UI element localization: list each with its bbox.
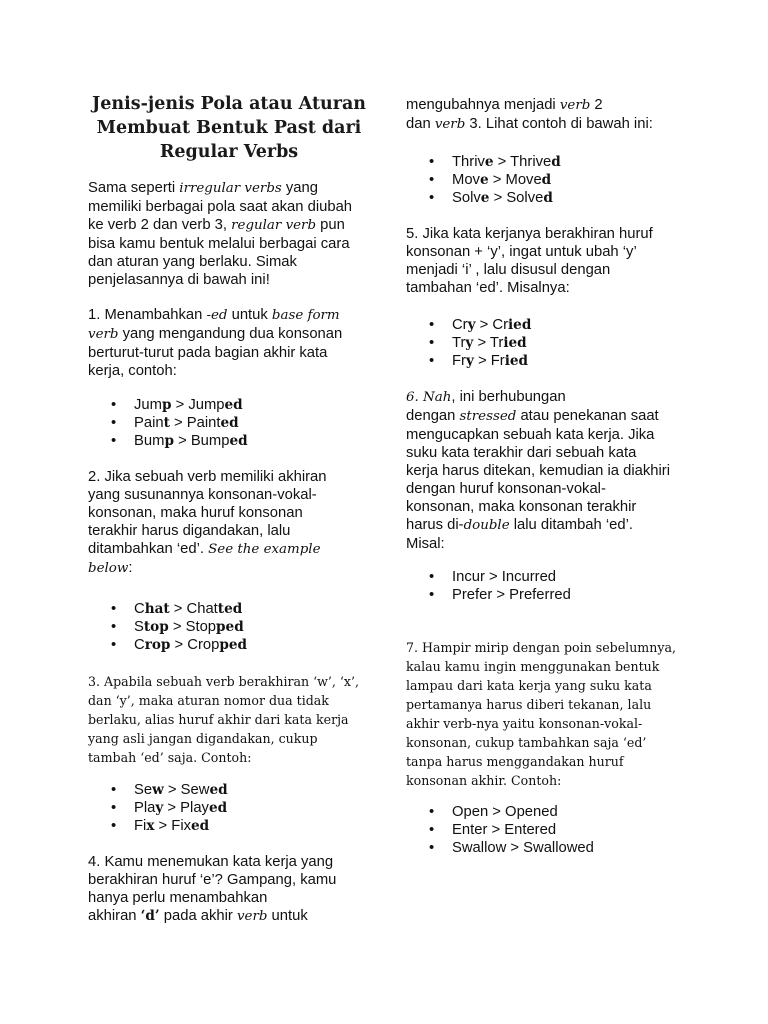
bullet-icon: •: [429, 569, 435, 585]
text-run: below: [88, 561, 129, 576]
text-run: irregular verbs: [179, 181, 282, 196]
rule-5-examples: [406, 316, 696, 370]
text-run: ted: [217, 601, 243, 617]
text-run: 2: [590, 97, 603, 113]
text-run: yang: [281, 180, 318, 196]
bullet-icon: •: [111, 601, 117, 617]
text-run: dengan: [406, 408, 460, 424]
text-run: stressed: [459, 409, 517, 424]
text-run: mengubahnya menjadi: [406, 97, 560, 113]
rule-2-paragraph: [88, 468, 370, 578]
text-run: pertamanya harus diberi tekanan, lalu: [406, 697, 652, 712]
text-run: C: [134, 637, 145, 653]
text-run: tambah ‘ed’ saja. Contoh:: [88, 750, 252, 765]
bullet-icon: •: [429, 154, 435, 170]
bullet-icon: •: [429, 172, 435, 188]
text-run: > Thrive: [493, 154, 552, 170]
text-run: mengucapkan sebuah kata kerja. Jika: [406, 427, 655, 443]
text-run: Se: [134, 782, 153, 798]
text-run: tanpa harus menggandakan huruf: [406, 754, 624, 769]
text-run: verb: [434, 117, 466, 132]
text-run: verb: [236, 909, 268, 924]
text-run: p: [164, 433, 174, 449]
text-run: dan aturan yang berlaku. Simak: [88, 254, 297, 270]
text-run: , ini berhubungan: [451, 389, 566, 405]
text-run: > Fr: [473, 353, 505, 369]
text-run: verb: [88, 327, 119, 342]
document-title: [88, 92, 370, 164]
text-run: Swallow > Swallowed: [452, 840, 594, 856]
list-item: [406, 586, 696, 604]
text-run: 3. Lihat contoh di bawah ini:: [465, 116, 653, 132]
rule-5-paragraph: [406, 225, 696, 297]
text-run: y: [465, 353, 474, 369]
rule-3-examples: [88, 781, 370, 835]
text-run: e: [484, 154, 494, 170]
text-run: > Tr: [473, 335, 504, 351]
text-run: Cr: [452, 317, 468, 333]
text-run: untuk: [267, 908, 308, 924]
text-run: Sama seperti: [88, 180, 180, 196]
text-run: -ed: [206, 308, 228, 323]
list-item: [88, 618, 370, 636]
list-item: [88, 432, 370, 450]
text-run: > Chat: [169, 601, 218, 617]
list-item: [88, 600, 370, 618]
text-run: C: [134, 601, 145, 617]
text-run: 4. Kamu menemukan kata kerja yang: [88, 854, 334, 870]
text-run: 5. Jika kata kerjanya berakhiran huruf: [406, 226, 653, 242]
text-run: y: [467, 317, 476, 333]
text-run: Mov: [452, 172, 480, 188]
list-item: [88, 799, 370, 817]
text-run: suku kata terakhir dari sebuah kata: [406, 445, 637, 461]
text-run: Pla: [134, 800, 156, 816]
rule-4-continued: [406, 96, 696, 134]
text-run: yang asli jangan digandakan, cukup: [88, 731, 318, 746]
list-item: [406, 189, 696, 207]
text-run: base form: [271, 308, 340, 323]
text-run: Prefer > Preferred: [452, 587, 571, 603]
text-run: untuk: [227, 307, 272, 323]
rule-6-paragraph: [406, 388, 696, 553]
text-run: > Cr: [475, 317, 509, 333]
text-run: > Solve: [489, 190, 544, 206]
text-run: konsonan + ‘y’, ingat untuk ubah ‘y’: [406, 244, 637, 260]
text-run: > Move: [488, 172, 542, 188]
text-run: ed: [209, 782, 228, 798]
title-line-3: Regular Verbs: [159, 142, 299, 162]
text-run: e: [479, 172, 489, 188]
text-run: Bum: [134, 433, 165, 449]
text-run: memiliki berbagai pola saat akan diubah: [88, 199, 353, 215]
text-run: ed: [224, 397, 243, 413]
text-run: ied: [508, 317, 532, 333]
bullet-icon: •: [429, 822, 435, 838]
text-run: y: [465, 335, 474, 351]
text-run: regular verb: [231, 218, 317, 233]
text-run: > Bump: [173, 433, 230, 449]
text-run: Enter > Entered: [452, 822, 557, 838]
text-run: ped: [216, 619, 244, 635]
rule-1-examples: [88, 396, 370, 450]
rule-2-examples: [88, 600, 370, 654]
text-run: t: [163, 415, 170, 431]
rule-3-paragraph: [88, 672, 370, 767]
list-item: [406, 839, 696, 857]
text-run: tambahan ‘ed’. Misalnya:: [406, 280, 570, 296]
list-item: [406, 568, 696, 586]
bullet-icon: •: [429, 587, 435, 603]
text-run: harus di-: [406, 517, 464, 533]
text-run: e: [480, 190, 490, 206]
intro-paragraph: [88, 179, 370, 289]
bullet-icon: •: [111, 782, 117, 798]
rule-6-examples: [406, 568, 696, 604]
text-run: Pain: [134, 415, 164, 431]
title-line-1: Jenis-jenis Pola atau Aturan: [91, 94, 367, 114]
text-run: berlaku, alias huruf akhir dari kata kerja: [88, 712, 349, 727]
list-item: [88, 396, 370, 414]
text-run: konsonan, maka konsonan terakhir: [406, 499, 637, 515]
text-run: verb: [559, 98, 591, 113]
text-run: 1. Menambahkan: [88, 307, 207, 323]
text-run: lalu ditambah ‘ed’.: [509, 517, 634, 533]
text-run: bisa kamu bentuk melalui berbagai cara: [88, 236, 350, 252]
text-run: > Fix: [154, 818, 192, 834]
text-run: w: [152, 782, 164, 798]
text-run: :: [128, 560, 133, 576]
rule-4-examples: [406, 153, 696, 207]
bullet-icon: •: [429, 190, 435, 206]
text-run: > Stop: [168, 619, 217, 635]
text-run: > Paint: [169, 415, 221, 431]
text-run: akhiran: [88, 908, 141, 924]
list-item: [406, 821, 696, 839]
text-run: > Sew: [163, 782, 210, 798]
text-run: d: [543, 190, 553, 206]
text-run: menjadi ‘i’ , lalu disusul dengan: [406, 262, 611, 278]
bullet-icon: •: [111, 637, 117, 653]
list-item: [88, 781, 370, 799]
rule-1-paragraph: [88, 306, 370, 380]
text-run: ed: [208, 800, 228, 816]
bullet-icon: •: [429, 335, 435, 351]
list-item: [406, 334, 696, 352]
text-run: 7. Hampir mirip dengan poin sebelumnya,: [406, 640, 676, 655]
text-run: terakhir harus digandakan, lalu: [88, 523, 291, 539]
text-run: konsonan akhir. Contoh:: [406, 773, 562, 788]
rule-7-examples: [406, 803, 696, 857]
text-run: kerja, contoh:: [88, 363, 177, 379]
text-run: pun: [316, 217, 345, 233]
text-run: lampau dari kata kerja yang suku kata: [406, 678, 652, 693]
text-run: Incur > Incurred: [452, 569, 557, 585]
bullet-icon: •: [111, 433, 117, 449]
bullet-icon: •: [111, 800, 117, 816]
text-run: ‘d’: [140, 908, 160, 924]
text-run: double: [463, 518, 510, 533]
text-run: penjelasannya di bawah ini!: [88, 272, 270, 288]
list-item: [406, 316, 696, 334]
text-run: kerja harus ditekan, kemudian ia diakhiri: [406, 463, 671, 479]
text-run: p: [161, 397, 172, 413]
text-run: y: [155, 800, 164, 816]
text-run: ied: [504, 353, 529, 369]
text-run: ed: [191, 818, 210, 834]
text-run: > Jump: [171, 397, 225, 413]
text-run: ed: [229, 433, 248, 449]
text-run: Open > Opened: [452, 804, 558, 820]
text-run: atau penekanan saat: [516, 408, 659, 424]
text-run: S: [134, 619, 144, 635]
text-run: Thriv: [452, 154, 485, 170]
bullet-icon: •: [429, 804, 435, 820]
text-run: konsonan, cukup tambahkan saja ‘ed’: [406, 735, 647, 750]
text-run: dan: [406, 116, 435, 132]
bullet-icon: •: [111, 619, 117, 635]
list-item: [406, 803, 696, 821]
text-run: yang susunannya konsonan-vokal-: [88, 487, 317, 503]
text-run: > Play: [163, 800, 209, 816]
bullet-icon: •: [111, 818, 117, 834]
list-item: [88, 414, 370, 432]
title-line-2: Membuat Bentuk Past dari: [96, 118, 362, 138]
text-run: rop: [144, 637, 171, 653]
rule-4-paragraph: [88, 853, 370, 926]
list-item: [406, 352, 696, 370]
text-run: d: [541, 172, 552, 188]
text-run: yang mengandung dua konsonan: [118, 326, 343, 342]
list-item: [88, 636, 370, 654]
text-run: kalau kamu ingin menggunakan bentuk: [406, 659, 660, 674]
text-run: x: [146, 818, 155, 834]
text-run: > Crop: [170, 637, 220, 653]
text-run: Fi: [134, 818, 147, 834]
text-run: akhir verb-nya yaitu konsonan-vokal-: [406, 716, 643, 731]
bullet-icon: •: [429, 353, 435, 369]
text-run: hanya perlu menambahkan: [88, 890, 268, 906]
text-run: 6. Nah: [406, 390, 452, 405]
text-run: 2. Jika sebuah verb memiliki akhiran: [88, 469, 327, 485]
text-run: Tr: [452, 335, 466, 351]
text-run: ke verb 2 dan verb 3,: [88, 217, 232, 233]
bullet-icon: •: [111, 397, 117, 413]
text-run: dengan huruf konsonan-vokal-: [406, 481, 606, 497]
list-item: [406, 171, 696, 189]
text-run: 3. Apabila sebuah verb berakhiran ‘w’, ‘x’,: [88, 674, 360, 689]
text-run: ped: [219, 637, 248, 653]
text-run: ied: [503, 335, 527, 351]
text-run: top: [143, 619, 169, 635]
bullet-icon: •: [111, 415, 117, 431]
text-run: berturut-turut pada bagian akhir kata: [88, 345, 328, 361]
text-run: berakhiran huruf ‘e’? Gampang, kamu: [88, 872, 337, 888]
text-run: Jum: [134, 397, 162, 413]
text-run: ed: [220, 415, 239, 431]
text-run: konsonan, maka huruf konsonan: [88, 505, 303, 521]
bullet-icon: •: [429, 840, 435, 856]
text-run: Misal:: [406, 536, 445, 552]
text-run: dan ‘y’, maka aturan nomor dua tidak: [88, 693, 329, 708]
text-run: Solv: [452, 190, 481, 206]
text-run: pada akhir: [159, 908, 237, 924]
bullet-icon: •: [429, 317, 435, 333]
text-run: d: [551, 154, 561, 170]
list-item: [406, 153, 696, 171]
list-item: [88, 817, 370, 835]
text-run: See the example: [208, 542, 321, 557]
text-run: ditambahkan ‘ed’.: [88, 541, 209, 557]
text-run: Fr: [452, 353, 466, 369]
text-run: hat: [144, 601, 170, 617]
rule-7-paragraph: [406, 638, 696, 790]
